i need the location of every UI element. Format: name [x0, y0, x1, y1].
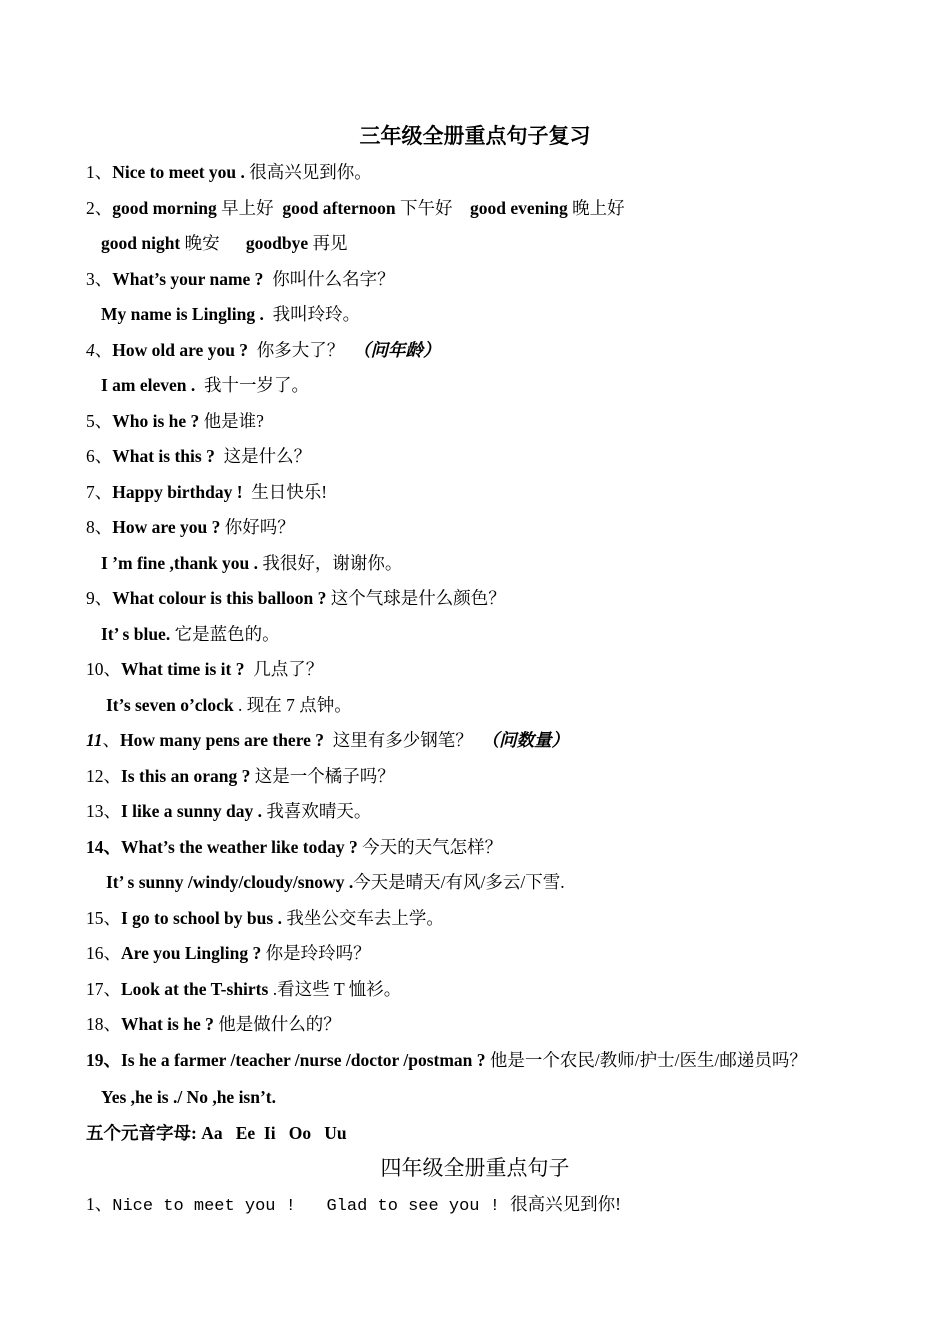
- english-text: good evening: [470, 198, 568, 218]
- english-text: What’s your name ?: [112, 269, 264, 289]
- item-number: 3、: [86, 269, 113, 289]
- english-text: It’ s sunny /windy/cloudy/snowy .: [106, 872, 354, 892]
- sentence-line: [86, 338, 441, 362]
- chinese-text: 生日快乐!: [242, 482, 328, 502]
- sentence-line: [86, 480, 327, 504]
- english-text: My name is Lingling .: [101, 304, 264, 324]
- english-text: Yes ,he is ./ No ,he isn’t.: [101, 1087, 277, 1107]
- chinese-text: 我很好，谢谢你。: [258, 553, 403, 573]
- sentence-line: [86, 409, 264, 433]
- sentence-line: [86, 586, 506, 610]
- item-number: 6、: [86, 446, 113, 466]
- item-separator: 、: [102, 730, 121, 750]
- english-text: Happy birthday !: [112, 482, 243, 502]
- vowels-label: 五个元音字母:: [86, 1123, 197, 1143]
- sentence-line: [86, 906, 444, 930]
- english-text: What is he ?: [121, 1014, 214, 1034]
- section-title: 四年级全册重点句子: [380, 1156, 570, 1180]
- sentence-line: [86, 515, 295, 539]
- chinese-text: 我喜欢晴天。: [262, 801, 372, 821]
- sentence-line: [101, 551, 402, 575]
- item-number: 4: [86, 340, 95, 360]
- chinese-text: 几点了？: [244, 659, 324, 679]
- english-text: I am eleven .: [101, 375, 196, 395]
- chinese-text: 很高兴见到你!: [510, 1194, 621, 1214]
- chinese-text: 你好吗？: [220, 517, 295, 537]
- sentence-line: [101, 231, 348, 255]
- english-text: How many pens are there ?: [120, 730, 325, 750]
- chinese-text: 我坐公交车去上学。: [281, 908, 444, 928]
- english-text: good night: [101, 233, 181, 253]
- chinese-text: 他是一个农民/教师/护士/医生/邮递员吗？: [485, 1050, 807, 1070]
- chinese-text: 再见: [308, 233, 348, 253]
- note-text: （问数量）: [481, 730, 570, 750]
- item-number: 7、: [86, 482, 113, 502]
- chinese-text: 这是一个橘子吗？: [250, 766, 395, 786]
- chinese-text: . 现在 7 点钟。: [233, 695, 352, 715]
- note-text: （问年龄）: [353, 340, 441, 360]
- sentence-line: [101, 302, 360, 326]
- chinese-text: 他是做什么的？: [213, 1014, 341, 1034]
- chinese-text: 你是玲玲吗？: [261, 943, 371, 963]
- english-text: I go to school by bus .: [121, 908, 282, 928]
- chinese-text: 我叫玲玲。: [263, 304, 361, 324]
- item-number: 13、: [86, 801, 121, 821]
- sentence-line: [101, 1085, 276, 1109]
- english-text: What’s the weather like today ?: [121, 837, 358, 857]
- item-number: 2、: [86, 198, 113, 218]
- sentence-line: [86, 657, 323, 681]
- sentence-line: [86, 799, 371, 823]
- chinese-text: 晚安: [180, 233, 246, 253]
- english-text: I ’m fine ,thank you .: [101, 553, 259, 573]
- sentence-line: [106, 870, 565, 894]
- sentence-line: [101, 622, 280, 646]
- english-text: Nice to meet you .: [112, 162, 245, 182]
- chinese-text: 早上好: [216, 198, 283, 218]
- english-text: Who is he ?: [112, 411, 200, 431]
- chinese-text: .看这些 T 恤衫。: [268, 979, 402, 999]
- sentence-line: [86, 764, 395, 788]
- sentence-line: [86, 977, 401, 1001]
- vowels-line: [86, 1121, 347, 1145]
- vowels-letters: Aa Ee Ii Oo Uu: [196, 1123, 347, 1143]
- chinese-text: 他是谁?: [199, 411, 264, 431]
- sentence-line: [86, 1012, 341, 1036]
- item-number: 1、: [86, 162, 113, 182]
- item-number: 5、: [86, 411, 113, 431]
- chinese-text: 下午好: [395, 198, 471, 218]
- english-text: I like a sunny day .: [121, 801, 263, 821]
- sentence-line: [86, 160, 372, 184]
- item-separator: 、: [94, 340, 113, 360]
- english-text: It’ s blue.: [101, 624, 171, 644]
- english-text: Is this an orang ?: [121, 766, 251, 786]
- chinese-text: 今天是晴天/有风/多云/下雪.: [353, 872, 565, 892]
- item-number: 14、: [86, 837, 121, 857]
- english-text: How are you ?: [112, 517, 221, 537]
- chinese-text: 这个气球是什么颜色？: [326, 588, 506, 608]
- english-text: What is this ?: [112, 446, 215, 466]
- item-number: 1、: [86, 1194, 113, 1214]
- sentence-line: [101, 373, 309, 397]
- chinese-text: 你多大了？: [248, 340, 354, 360]
- sentence-line: [86, 1048, 807, 1072]
- item-number: 8、: [86, 517, 113, 537]
- english-text: Are you Lingling ?: [121, 943, 262, 963]
- english-text: goodbye: [245, 233, 309, 253]
- chinese-text: 这是什么？: [214, 446, 312, 466]
- english-text: What colour is this balloon ?: [112, 588, 327, 608]
- chinese-text: 你叫什么名字？: [263, 269, 395, 289]
- english-text: It’s seven o’clock: [106, 695, 234, 715]
- chinese-text: 我十一岁了。: [195, 375, 310, 395]
- sentence-line: [86, 728, 569, 752]
- english-text: How old are you ?: [112, 340, 249, 360]
- item-number: 18、: [86, 1014, 121, 1034]
- sentence-line: [106, 693, 352, 717]
- sentence-line: [86, 196, 625, 220]
- sentence-line: [86, 267, 395, 291]
- item-number: 16、: [86, 943, 121, 963]
- english-text: Nice to meet you ! Glad to see you !: [112, 1197, 511, 1216]
- item-number: 17、: [86, 979, 121, 999]
- item-number: 12、: [86, 766, 121, 786]
- item-number: 11: [86, 730, 103, 750]
- english-text: good morning: [112, 198, 217, 218]
- english-text: What time is it ?: [121, 659, 245, 679]
- chinese-text: 这里有多少钢笔？: [324, 730, 482, 750]
- item-number: 15、: [86, 908, 121, 928]
- page-title: 三年级全册重点句子复习: [359, 124, 591, 148]
- sentence-line: [86, 941, 371, 965]
- item-number: 19、: [86, 1050, 121, 1070]
- english-text: Look at the T-shirts: [121, 979, 269, 999]
- sentence-line: [86, 1192, 621, 1219]
- chinese-text: 很高兴见到你。: [244, 162, 372, 182]
- chinese-text: 晚上好: [567, 198, 625, 218]
- sentence-line: [86, 444, 311, 468]
- chinese-text: 今天的天气怎样？: [357, 837, 503, 857]
- chinese-text: 它是蓝色的。: [170, 624, 280, 644]
- english-text: good afternoon: [282, 198, 396, 218]
- english-text: Is he a farmer /teacher /nurse /doctor /postman ?: [121, 1050, 486, 1070]
- item-number: 9、: [86, 588, 113, 608]
- sentence-line: [86, 835, 502, 859]
- item-number: 10、: [86, 659, 121, 679]
